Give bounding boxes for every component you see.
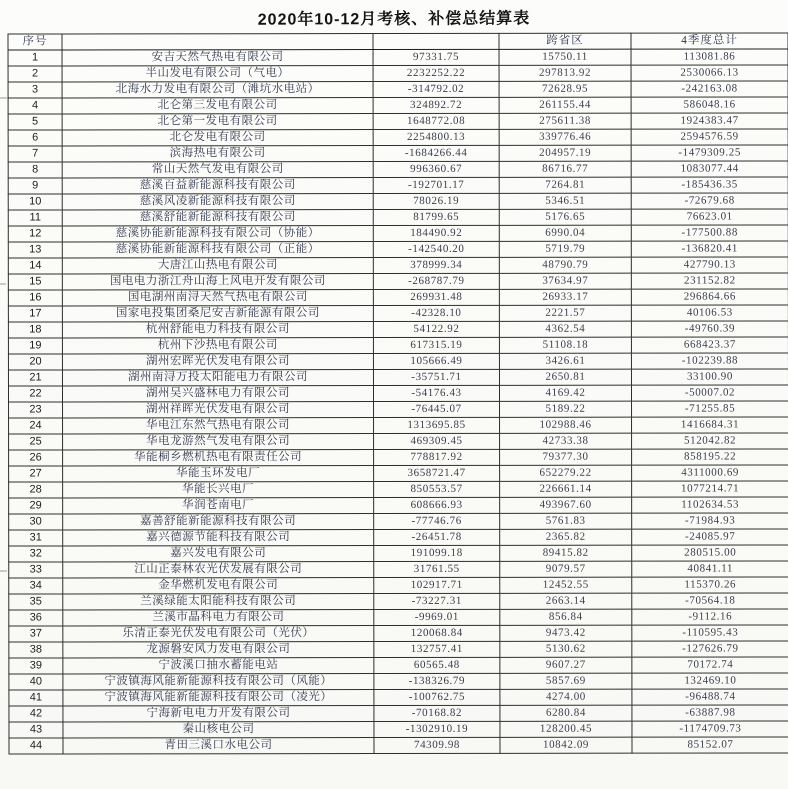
table-body — [8, 49, 788, 754]
cell-cross-province: 9079.57 — [500, 561, 632, 577]
cell-seq: 6 — [8, 130, 62, 146]
cell-province-value: 132757.41 — [374, 641, 500, 657]
cell-q4-total: -102239.88 — [631, 353, 788, 369]
cell-q4-total: -63887.98 — [632, 705, 788, 721]
cell-province-value: 1648772.08 — [373, 113, 499, 129]
cell-q4-total: -110595.43 — [632, 625, 788, 641]
cell-q4-total: 85152.07 — [632, 737, 788, 753]
cell-company: 华电江东然气热电有限公司 — [63, 418, 374, 434]
table-row — [9, 577, 788, 594]
table-row — [8, 385, 788, 402]
cell-province-value: 269931.48 — [373, 289, 499, 305]
cell-cross-province: 5761.83 — [500, 513, 632, 529]
cell-company: 嘉兴德源节能科技有限公司 — [63, 530, 374, 546]
cell-seq: 4 — [8, 98, 62, 114]
cell-company: 兰溪绿能太阳能科技有限公司 — [63, 594, 374, 610]
cell-seq: 19 — [8, 338, 62, 354]
cell-province-value: 105666.49 — [373, 353, 499, 369]
cell-company: 兰溪市晶科电力有限公司 — [63, 610, 374, 626]
cell-seq: 8 — [8, 162, 62, 178]
cell-province-value: -142540.20 — [373, 241, 499, 257]
cell-province-value: -1684266.44 — [373, 145, 499, 161]
cell-company: 青田三溪口水电公司 — [63, 738, 374, 754]
scan-artifact — [0, 570, 7, 572]
cell-province-value: 996360.67 — [373, 161, 499, 177]
cell-cross-province: 5189.22 — [500, 401, 632, 417]
cell-q4-total: 586048.16 — [631, 97, 788, 113]
cell-q4-total: 512042.82 — [632, 433, 788, 449]
cell-province-value: -1302910.19 — [374, 721, 500, 737]
cell-province-value: 378999.34 — [373, 257, 499, 273]
cell-q4-total: -49760.39 — [631, 321, 788, 337]
header-province-value — [373, 33, 499, 49]
cell-company: 慈溪舒能新能源科技有限公司 — [62, 210, 373, 226]
table-row — [9, 625, 788, 642]
cell-seq: 2 — [8, 66, 62, 82]
table-row — [8, 225, 788, 242]
cell-province-value: 120068.84 — [374, 625, 500, 641]
cell-cross-province: 89415.82 — [500, 545, 632, 561]
table-row — [9, 433, 788, 450]
cell-q4-total: 2530066.13 — [631, 65, 788, 81]
cell-seq: 21 — [8, 370, 62, 386]
cell-company: 滨海热电有限公司 — [62, 146, 373, 162]
cell-seq: 30 — [9, 514, 63, 530]
cell-cross-province: 275611.38 — [499, 113, 631, 129]
cell-company: 慈溪百益新能源科技有限公司 — [62, 178, 373, 194]
scan-artifact — [0, 283, 6, 285]
cell-cross-province: 493967.60 — [500, 497, 632, 513]
cell-seq: 20 — [8, 354, 62, 370]
cell-province-value: -42328.10 — [373, 305, 499, 321]
cell-q4-total: -127626.79 — [632, 641, 788, 657]
table-row — [8, 145, 788, 162]
cell-cross-province: 5719.79 — [499, 241, 631, 257]
cell-company: 龙源磐安风力发电有限公司 — [63, 642, 374, 658]
cell-q4-total: -71984.93 — [632, 513, 788, 529]
table-row — [8, 289, 788, 306]
cell-cross-province: 4274.00 — [500, 689, 632, 705]
table-row — [8, 113, 788, 130]
cell-province-value: -77746.76 — [374, 513, 500, 529]
cell-province-value: 78026.19 — [373, 193, 499, 209]
cell-cross-province: 2365.82 — [500, 529, 632, 545]
cell-seq: 28 — [9, 482, 63, 498]
cell-company: 宁海新电电力开发有限公司 — [63, 706, 374, 722]
cell-cross-province: 5176.65 — [499, 209, 631, 225]
cell-seq: 31 — [9, 530, 63, 546]
cell-company: 杭州舒能电力科技有限公司 — [62, 322, 373, 338]
cell-seq: 39 — [9, 658, 63, 674]
cell-company: 华能玉环发电厂 — [63, 466, 374, 482]
cell-province-value: 81799.65 — [373, 209, 499, 225]
cell-province-value: -73227.31 — [374, 593, 500, 609]
cell-company: 北海水力发电有限公司（滩坑水电站） — [62, 82, 373, 98]
cell-cross-province: 79377.30 — [500, 449, 632, 465]
cell-cross-province: 204957.19 — [499, 145, 631, 161]
cell-province-value: -26451.78 — [374, 529, 500, 545]
cell-q4-total: 427790.13 — [631, 257, 788, 273]
table-row — [8, 81, 788, 98]
cell-cross-province: 652279.22 — [500, 465, 632, 481]
cell-company: 嘉兴发电有限公司 — [63, 546, 374, 562]
cell-company: 北仑发电有限公司 — [62, 130, 373, 146]
cell-seq: 11 — [8, 210, 62, 226]
cell-company: 宁波镇海风能新能源科技有限公司（风能） — [63, 674, 374, 690]
cell-company: 宁波镇海风能新能源科技有限公司（凌光） — [63, 690, 374, 706]
cell-q4-total: 40106.53 — [631, 305, 788, 321]
cell-province-value: 54122.92 — [373, 321, 499, 337]
cell-company: 慈溪风凌新能源科技有限公司 — [62, 194, 373, 210]
cell-cross-province: 4362.54 — [499, 321, 631, 337]
table-row — [8, 273, 788, 290]
cell-seq: 37 — [9, 626, 63, 642]
cell-q4-total: -177500.88 — [631, 225, 788, 241]
cell-seq: 24 — [9, 418, 63, 434]
cell-seq: 3 — [8, 82, 62, 98]
cell-province-value: -70168.82 — [374, 705, 500, 721]
cell-province-value: 617315.19 — [373, 337, 499, 353]
cell-company: 华能桐乡燃机热电有限责任公司 — [63, 450, 374, 466]
table-row — [8, 65, 788, 82]
cell-seq: 33 — [9, 562, 63, 578]
cell-seq: 1 — [8, 50, 62, 66]
cell-company: 慈溪协能新能源科技有限公司（协能） — [62, 226, 373, 242]
table-row — [9, 497, 788, 514]
cell-q4-total: 1083077.44 — [631, 161, 788, 177]
table-row — [9, 641, 788, 658]
cell-q4-total: -72679.68 — [631, 193, 788, 209]
header-row — [8, 33, 788, 50]
cell-cross-province: 6280.84 — [500, 705, 632, 721]
cell-company: 国电电力浙江舟山海上风电开发有限公司 — [62, 274, 373, 290]
page-title: 2020年10-12月考核、补偿总结算表 — [257, 10, 531, 29]
cell-q4-total: -71255.85 — [632, 401, 788, 417]
table-row — [9, 737, 788, 754]
cell-seq: 17 — [8, 306, 62, 322]
cell-company: 国家电投集团桑尼安吉新能源有限公司 — [62, 306, 373, 322]
table-row — [9, 609, 788, 626]
cell-cross-province: 26933.17 — [499, 289, 631, 305]
table-row — [9, 721, 788, 738]
cell-seq: 7 — [8, 146, 62, 162]
cell-company: 大唐江山热电有限公司 — [62, 258, 373, 274]
cell-cross-province: 48790.79 — [499, 257, 631, 273]
cell-cross-province: 102988.46 — [500, 417, 632, 433]
header-company — [62, 34, 373, 50]
cell-cross-province: 12452.55 — [500, 577, 632, 593]
cell-province-value: 74309.98 — [374, 737, 500, 753]
cell-cross-province: 226661.14 — [500, 481, 632, 497]
cell-cross-province: 7264.81 — [499, 177, 631, 193]
cell-province-value: -192701.17 — [373, 177, 499, 193]
table-row — [9, 481, 788, 498]
table-row — [9, 705, 788, 722]
cell-cross-province: 339776.46 — [499, 129, 631, 145]
cell-q4-total: -185436.35 — [631, 177, 788, 193]
cell-q4-total: 1102634.53 — [632, 497, 788, 513]
cell-province-value: 31761.55 — [374, 561, 500, 577]
cell-q4-total: 296864.66 — [631, 289, 788, 305]
cell-province-value: -9969.01 — [374, 609, 500, 625]
cell-seq: 12 — [8, 226, 62, 242]
cell-company: 金华燃机发电有限公司 — [63, 578, 374, 594]
settlement-summary-table — [7, 32, 788, 754]
cell-cross-province: 128200.45 — [500, 721, 632, 737]
cell-seq: 16 — [8, 290, 62, 306]
cell-seq: 32 — [9, 546, 63, 562]
cell-seq: 27 — [9, 466, 63, 482]
cell-province-value: -76445.07 — [374, 401, 500, 417]
cell-company: 湖州南浔万投太阳能电力有限公司 — [62, 370, 373, 386]
cell-seq: 5 — [8, 114, 62, 130]
cell-province-value: -54176.43 — [373, 385, 499, 401]
table-row — [9, 561, 788, 578]
cell-province-value: 60565.48 — [374, 657, 500, 673]
table-row — [8, 337, 788, 354]
table-row — [9, 689, 788, 706]
cell-province-value: 469309.45 — [374, 433, 500, 449]
table-row — [9, 657, 788, 674]
cell-q4-total: -24085.97 — [632, 529, 788, 545]
cell-q4-total: 33100.90 — [631, 369, 788, 385]
table-row — [9, 513, 788, 530]
cell-cross-province: 9473.42 — [500, 625, 632, 641]
cell-company: 华电龙游然气发电有限公司 — [63, 434, 374, 450]
cell-province-value: 97331.75 — [373, 49, 499, 65]
cell-seq: 9 — [8, 178, 62, 194]
cell-q4-total: 280515.00 — [632, 545, 788, 561]
cell-province-value: 2254800.13 — [373, 129, 499, 145]
cell-company: 江山正泰林农光伏发展有限公司 — [63, 562, 374, 578]
table-row — [9, 545, 788, 562]
cell-seq: 29 — [9, 498, 63, 514]
cell-company: 半山发电有限公司（气电） — [62, 66, 373, 82]
cell-q4-total: 231152.82 — [631, 273, 788, 289]
cell-seq: 36 — [9, 610, 63, 626]
cell-q4-total: 115370.26 — [632, 577, 788, 593]
cell-q4-total: -1174709.73 — [632, 721, 788, 737]
cell-seq: 15 — [8, 274, 62, 290]
cell-q4-total: -9112.16 — [632, 609, 788, 625]
cell-cross-province: 42733.38 — [500, 433, 632, 449]
cell-province-value: 102917.71 — [374, 577, 500, 593]
table-row — [8, 97, 788, 114]
cell-province-value: -35751.71 — [373, 369, 499, 385]
cell-province-value: 191099.18 — [374, 545, 500, 561]
cell-q4-total: 132469.10 — [632, 673, 788, 689]
table-row — [8, 49, 788, 66]
cell-q4-total: 858195.22 — [632, 449, 788, 465]
cell-company: 乐清正泰光伏发电有限公司（光伏） — [63, 626, 374, 642]
cell-seq: 10 — [8, 194, 62, 210]
cell-q4-total: 1077214.71 — [632, 481, 788, 497]
table-row — [8, 177, 788, 194]
cell-q4-total: 40841.11 — [632, 561, 788, 577]
cell-seq: 25 — [9, 434, 63, 450]
cell-province-value: 324892.72 — [373, 97, 499, 113]
cell-seq: 35 — [9, 594, 63, 610]
cell-cross-province: 2663.14 — [500, 593, 632, 609]
cell-seq: 42 — [9, 706, 63, 722]
cell-cross-province: 297813.92 — [499, 65, 631, 81]
cell-seq: 41 — [9, 690, 63, 706]
cell-company: 常山天然气发电有限公司 — [62, 162, 373, 178]
cell-seq: 22 — [8, 386, 62, 402]
cell-cross-province: 856.84 — [500, 609, 632, 625]
table-row — [8, 305, 788, 322]
cell-q4-total: 1924383.47 — [631, 113, 788, 129]
header-q4-total: 4季度总计 — [631, 33, 788, 49]
cell-province-value: -100762.75 — [374, 689, 500, 705]
cell-cross-province: 37634.97 — [499, 273, 631, 289]
cell-cross-province: 6990.04 — [499, 225, 631, 241]
cell-cross-province: 9607.27 — [500, 657, 632, 673]
table-row — [9, 593, 788, 610]
cell-q4-total: -1479309.25 — [631, 145, 788, 161]
table-row — [9, 529, 788, 546]
cell-seq: 40 — [9, 674, 63, 690]
cell-q4-total: -70564.18 — [632, 593, 788, 609]
cell-cross-province: 2650.81 — [499, 369, 631, 385]
cell-province-value: -268787.79 — [373, 273, 499, 289]
cell-cross-province: 261155.44 — [499, 97, 631, 113]
cell-company: 华能长兴电厂 — [63, 482, 374, 498]
cell-cross-province: 72628.95 — [499, 81, 631, 97]
table-row — [8, 193, 788, 210]
cell-company: 华润苍南电厂 — [63, 498, 374, 514]
cell-q4-total: 70172.74 — [632, 657, 788, 673]
cell-company: 秦山核电公司 — [63, 722, 374, 738]
cell-cross-province: 2221.57 — [499, 305, 631, 321]
cell-province-value: -138326.79 — [374, 673, 500, 689]
table-row — [8, 129, 788, 146]
table-row — [8, 353, 788, 370]
cell-cross-province: 10842.09 — [500, 737, 632, 753]
cell-company: 湖州宏晖光伏发电有限公司 — [62, 354, 373, 370]
cell-province-value: 184490.92 — [373, 225, 499, 241]
cell-seq: 26 — [9, 450, 63, 466]
cell-seq: 18 — [8, 322, 62, 338]
cell-cross-province: 5130.62 — [500, 641, 632, 657]
cell-company: 杭州下沙热电有限公司 — [62, 338, 373, 354]
table-row — [8, 209, 788, 226]
cell-q4-total: 76623.01 — [631, 209, 788, 225]
cell-company: 嘉善舒能新能源科技有限公司 — [63, 514, 374, 530]
header-cross-province: 跨省区 — [499, 33, 631, 49]
cell-company: 北仑第一发电有限公司 — [62, 114, 373, 130]
cell-seq: 44 — [9, 738, 63, 754]
cell-q4-total: -242163.08 — [631, 81, 788, 97]
scan-artifact — [0, 97, 8, 99]
table-row — [9, 401, 788, 418]
cell-company: 湖州吴兴盛林电力有限公司 — [62, 386, 373, 402]
cell-province-value: 608666.93 — [374, 497, 500, 513]
cell-q4-total: 2594576.59 — [631, 129, 788, 145]
header-seq: 序号 — [8, 34, 62, 50]
cell-company: 慈溪协能新能源科技有限公司（正能） — [62, 242, 373, 258]
cell-seq: 38 — [9, 642, 63, 658]
cell-cross-province: 5857.69 — [500, 673, 632, 689]
cell-seq: 34 — [9, 578, 63, 594]
table-row — [9, 673, 788, 690]
cell-cross-province: 86716.77 — [499, 161, 631, 177]
cell-q4-total: -96488.74 — [632, 689, 788, 705]
cell-seq: 23 — [9, 402, 63, 418]
cell-q4-total: 668423.37 — [631, 337, 788, 353]
cell-cross-province: 3426.61 — [499, 353, 631, 369]
cell-company: 湖州祥晖光伏发电有限公司 — [63, 402, 374, 418]
table-row — [8, 321, 788, 338]
cell-cross-province: 15750.11 — [499, 49, 631, 65]
table-row — [9, 465, 788, 482]
cell-cross-province: 4169.42 — [499, 385, 631, 401]
table-row — [9, 417, 788, 434]
table-row — [8, 241, 788, 258]
cell-province-value: 1313695.85 — [374, 417, 500, 433]
cell-seq: 13 — [8, 242, 62, 258]
cell-seq: 43 — [9, 722, 63, 738]
cell-company: 国电湖州南浔天然气热电有限公司 — [62, 290, 373, 306]
cell-company: 宁波溪口抽水蓄能电站 — [63, 658, 374, 674]
cell-seq: 14 — [8, 258, 62, 274]
table-row — [9, 449, 788, 466]
cell-province-value: 850553.57 — [374, 481, 500, 497]
cell-province-value: 778817.92 — [374, 449, 500, 465]
cell-q4-total: -50007.02 — [631, 385, 788, 401]
cell-q4-total: -136820.41 — [631, 241, 788, 257]
cell-q4-total: 1416684.31 — [632, 417, 788, 433]
cell-q4-total: 4311000.69 — [632, 465, 788, 481]
cell-q4-total: 113081.86 — [631, 49, 788, 65]
table-row — [8, 161, 788, 178]
cell-company: 安吉天然气热电有限公司 — [62, 50, 373, 66]
cell-cross-province: 51108.18 — [499, 337, 631, 353]
cell-province-value: -314792.02 — [373, 81, 499, 97]
cell-company: 北仑第三发电有限公司 — [62, 98, 373, 114]
table-row — [8, 257, 788, 274]
cell-cross-province: 5346.51 — [499, 193, 631, 209]
cell-province-value: 2232252.22 — [373, 65, 499, 81]
table-row — [8, 369, 788, 386]
cell-province-value: 3658721.47 — [374, 465, 500, 481]
